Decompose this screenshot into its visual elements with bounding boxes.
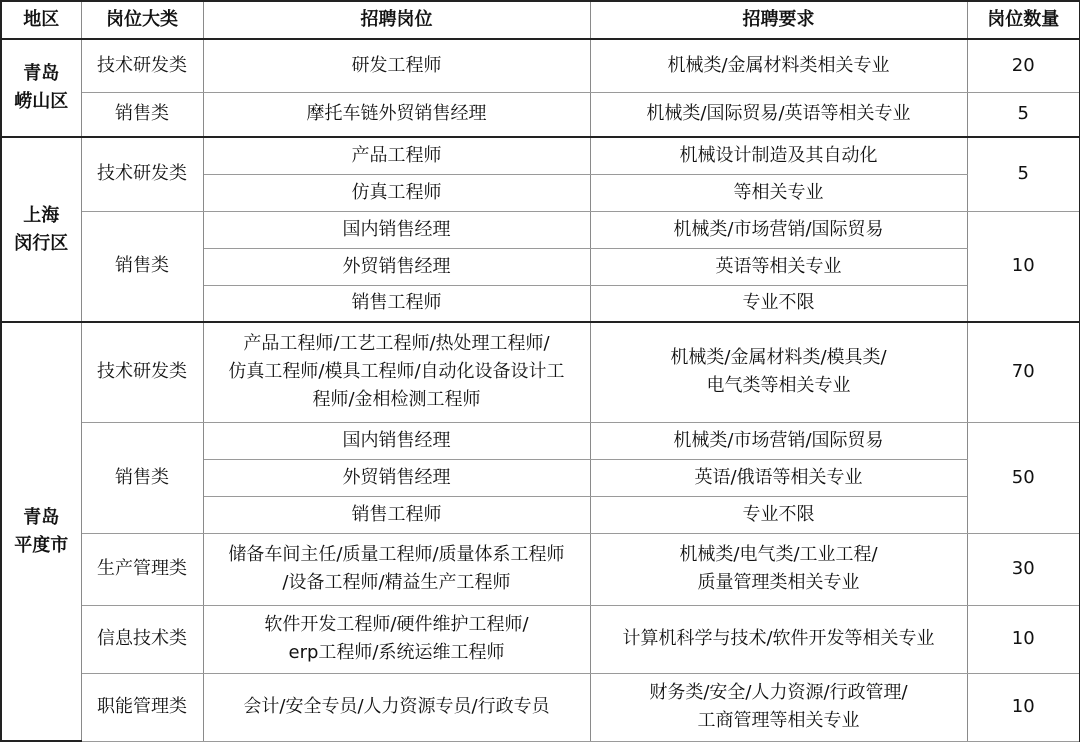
requirement-cell: 机械类/金属材料类相关专业 <box>590 39 967 92</box>
requirement-cell: 机械类/市场营销/国际贸易 <box>590 211 967 248</box>
category-cell: 技术研发类 <box>81 137 203 211</box>
requirement-cell <box>590 673 967 741</box>
header-count: 岗位数量 <box>967 1 1080 39</box>
position-text: 软件开发工程师/硬件维护工程师/ erp工程师/系统运维工程师 <box>264 614 529 663</box>
header-category: 岗位大类 <box>81 1 203 39</box>
category-cell: 生产管理类 <box>81 533 203 605</box>
region-cell <box>1 322 81 741</box>
table-row <box>1 211 1080 248</box>
header-position: 招聘岗位 <box>203 1 590 39</box>
position-cell <box>203 322 590 422</box>
table-row <box>1 533 1080 605</box>
position-cell: 摩托车链外贸销售经理 <box>203 92 590 137</box>
category-cell: 信息技术类 <box>81 605 203 673</box>
count-cell: 10 <box>967 605 1080 673</box>
requirement-cell: 专业不限 <box>590 496 967 533</box>
position-text: 储备车间主任/质量工程师/质量体系工程师 /设备工程师/精益生产工程师 <box>228 544 565 593</box>
count-cell: 70 <box>967 322 1080 422</box>
position-cell: 外贸销售经理 <box>203 459 590 496</box>
count-cell: 10 <box>967 211 1080 322</box>
region-cell <box>1 137 81 322</box>
count-cell: 10 <box>967 673 1080 741</box>
requirement-cell: 机械设计制造及其自动化 <box>590 137 967 174</box>
category-cell: 销售类 <box>81 92 203 137</box>
requirement-text: 机械类/金属材料类/模具类/ 电气类等相关专业 <box>670 347 887 397</box>
region-label: 青岛 平度市 <box>14 506 69 556</box>
region-label: 青岛 崂山区 <box>14 63 69 112</box>
position-cell <box>203 533 590 605</box>
count-cell: 50 <box>967 422 1080 533</box>
position-text: 产品工程师/工艺工程师/热处理工程师/ 仿真工程师/模具工程师/自动化设备设计工 程师/金相检测工程师 <box>228 333 565 411</box>
table-row <box>1 605 1080 673</box>
count-cell: 20 <box>967 39 1080 92</box>
header-region: 地区 <box>1 1 81 39</box>
table-row <box>1 39 1080 92</box>
requirement-cell <box>590 533 967 605</box>
position-cell: 研发工程师 <box>203 39 590 92</box>
position-cell: 国内销售经理 <box>203 422 590 459</box>
position-cell: 外贸销售经理 <box>203 248 590 285</box>
header-requirement: 招聘要求 <box>590 1 967 39</box>
count-cell: 5 <box>967 92 1080 137</box>
requirement-cell: 计算机科学与技术/软件开发等相关专业 <box>590 605 967 673</box>
requirement-cell: 英语等相关专业 <box>590 248 967 285</box>
requirement-text: 财务类/安全/人力资源/行政管理/ 工商管理等相关专业 <box>649 682 908 731</box>
category-cell: 技术研发类 <box>81 39 203 92</box>
region-label: 上海 闵行区 <box>14 204 69 254</box>
position-cell: 销售工程师 <box>203 285 590 322</box>
requirement-cell: 等相关专业 <box>590 174 967 211</box>
table-row <box>1 92 1080 137</box>
requirement-cell: 机械类/市场营销/国际贸易 <box>590 422 967 459</box>
position-cell: 销售工程师 <box>203 496 590 533</box>
requirement-text: 机械类/电气类/工业工程/ 质量管理类相关专业 <box>679 544 878 593</box>
category-cell: 技术研发类 <box>81 322 203 422</box>
table-row <box>1 673 1080 741</box>
position-cell: 仿真工程师 <box>203 174 590 211</box>
category-cell: 销售类 <box>81 211 203 322</box>
category-cell: 职能管理类 <box>81 673 203 741</box>
region-cell <box>1 39 81 137</box>
position-cell <box>203 605 590 673</box>
header-row <box>1 1 1080 39</box>
position-cell: 产品工程师 <box>203 137 590 174</box>
category-cell: 销售类 <box>81 422 203 533</box>
table-row <box>1 322 1080 422</box>
position-cell: 会计/安全专员/人力资源专员/行政专员 <box>203 673 590 741</box>
requirement-cell <box>590 322 967 422</box>
table-row <box>1 422 1080 459</box>
table-row <box>1 137 1080 174</box>
position-cell: 国内销售经理 <box>203 211 590 248</box>
count-cell: 5 <box>967 137 1080 211</box>
requirement-cell: 机械类/国际贸易/英语等相关专业 <box>590 92 967 137</box>
requirement-cell: 专业不限 <box>590 285 967 322</box>
count-cell: 30 <box>967 533 1080 605</box>
requirement-cell: 英语/俄语等相关专业 <box>590 459 967 496</box>
